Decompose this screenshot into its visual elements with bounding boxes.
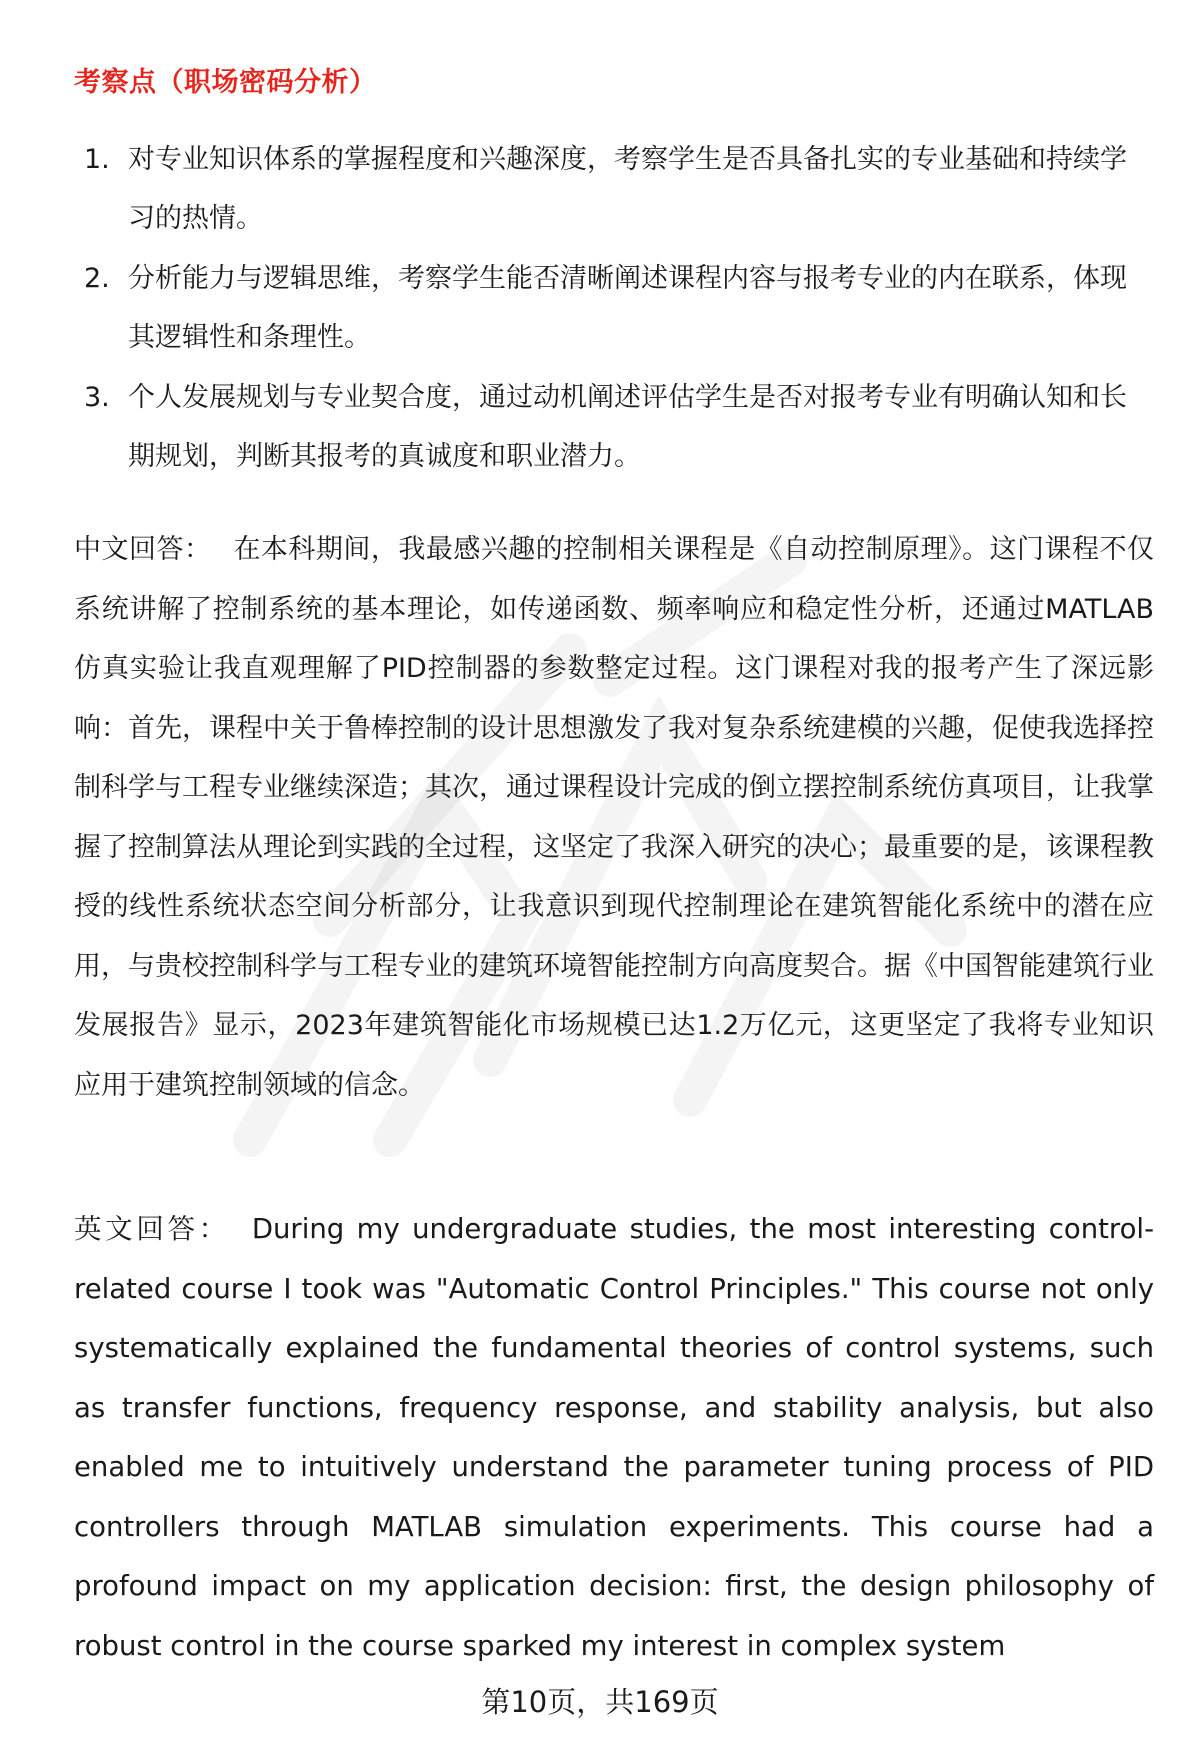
list-item-text: 个人发展规划与专业契合度，通过动机阐述评估学生是否对报考专业有明确认知和长期规划，判断其报考的真诚度和职业潜力。 [128,382,1127,472]
english-answer-label: 英文回答： [74,1213,230,1245]
chinese-answer-text: 在本科期间，我最感兴趣的控制相关课程是《自动控制原理》。这门课程不仅系统讲解了控制系统的基本理论，如传递函数、频率响应和稳定性分析，还通过MATLAB仿真实验让我直观理解了PID控制器的参数整定过程。这门课程对我的报考产生了深远影响：首先，课程中关于鲁棒控制的设计思想激发了我对复杂系统建模的兴趣，促使我选择控制科学与工程专业继续深造；其次，通过课程设计完成的倒立摆控制系统仿真项目，让我掌握了控制算法从理论到实践的全过程，这坚定了我深入研究的决心；最重要的是，该课程教授的线性系统状态空间分析部分，让我意识到现代控制理论在建筑智能化系统中的潜在应用，与贵校控制科学与工程专业的建筑环境智能控制方向高度契合。据《中国智能建筑行业发展报告》显示，2023年建筑智能化市场规模已达1.2万亿元，这更坚定了我将专业知识应用于建筑控制领域的信念。 [74,534,1155,1101]
list-item-number: 2. [84,263,110,294]
list-item [74,249,1144,367]
chinese-answer-paragraph [74,520,1154,1115]
chinese-answer-label: 中文回答： [74,534,212,565]
list-item-text: 对专业知识体系的掌握程度和兴趣深度，考察学生是否具备扎实的专业基础和持续学习的热情。 [128,144,1127,234]
list-item [74,130,1144,248]
list-item-number: 3. [84,382,110,413]
list-item [74,368,1144,486]
assessment-points-list [74,130,1144,487]
list-item-text: 分析能力与逻辑思维，考察学生能否清晰阐述课程内容与报考专业的内在联系，体现其逻辑性和条理性。 [128,263,1127,353]
list-item-number: 1. [84,144,110,175]
section-title: 考察点（职场密码分析） [74,67,377,98]
english-answer-paragraph [74,1200,1154,1676]
english-answer-text: During my undergraduate studies, the most interesting control-related course I took was "Automatic Control Principles." This course not only systematically explained the fundamental theories of control systems, such as transfer functions, frequency response, and stability analysis, but also enabled me to intuitively understand the parameter tuning process of PID controllers through MATLAB simulation experiments. This course had a profound impact on my application decision: first, the design philosophy of robust control in the course sparked my interest in complex system [74,1213,1154,1662]
page-number-footer: 第10页，共169页 [481,1685,719,1719]
